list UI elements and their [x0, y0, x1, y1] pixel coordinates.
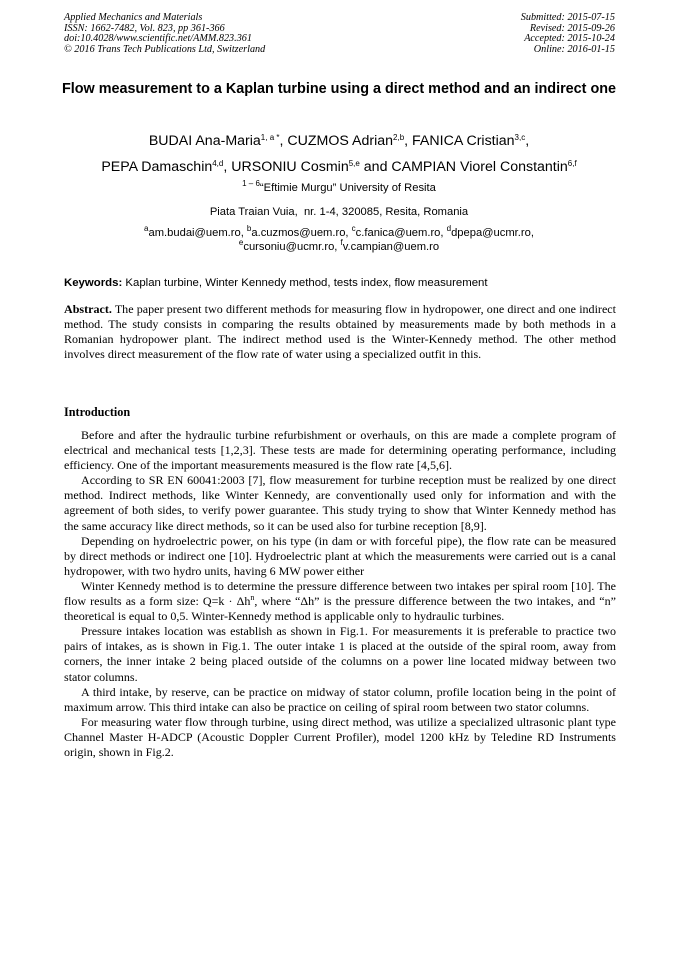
- paragraph: For measuring water flow through turbine, using direct method, was utilize a specialized ultrasonic plant type Channel Master H-ADCP (Acoustic Doppler Current Profiler), model 1200 kHz by Teledine RD Instruments origin, shown in Fig.2.: [64, 714, 616, 759]
- email-address: dpepa@ucmr.ro,: [451, 227, 534, 239]
- author-name: FANICA Cristian: [412, 133, 515, 149]
- author-name: CAMPIAN Viorel Constantin: [391, 159, 568, 175]
- keywords-label: Keywords:: [64, 277, 123, 289]
- keywords: [64, 276, 616, 290]
- author-separator: ,: [404, 133, 413, 149]
- journal-copyright: © 2016 Trans Tech Publications Ltd, Switzerland: [64, 43, 266, 55]
- email-address: cursoniu@ucmr.ro,: [243, 241, 341, 253]
- paragraph: Pressure intakes location was establish as shown in Fig.1. For measurements it is preferable to practice two pairs of intakes, as is shown in Fig.1. The outer intake 1 is placed at the outside of the spiral room, away from corners, the inner intake 2 being placed outside of the columns on a power line located midway between two stator columns.: [64, 624, 616, 684]
- author-list: [40, 128, 638, 180]
- accepted-date: Accepted: 2015-10-24: [524, 33, 615, 45]
- abstract: [64, 302, 616, 362]
- author-affil-sup: 3,c: [514, 133, 526, 142]
- author-affil-sup: 2,b: [393, 133, 405, 142]
- email-address: a.cuzmos@uem.ro,: [251, 227, 352, 239]
- author-separator: and: [359, 159, 392, 175]
- author-name: BUDAI Ana-Maria: [148, 133, 261, 149]
- author-line-1: [40, 128, 638, 154]
- author-name: PEPA Damaschin: [101, 159, 213, 175]
- paragraph: Before and after the hydraulic turbine refurbishment or overhauls, on this are made a complete program of electrical and mechanical tests [1,2,3]. These tests are made for determining operating performance, including efficiency. One of the important measurements measured is the flow rate [4,5,6].: [64, 428, 616, 473]
- paragraph: Depending on hydroelectric power, on his type (in dam or with forceful pipe), the flow rate can be measured by direct methods or indirect one [10]. Hydroelectric plant at which the measurements were carried out is a canal hydropower, with two hydro units, having 6 MW power either: [64, 533, 616, 578]
- submitted-date: Submitted: 2015-07-15: [520, 12, 615, 23]
- email-sup: c: [351, 224, 356, 233]
- paper-title: Flow measurement to a Kaplan turbine using a direct method and an indirect one: [61, 81, 617, 97]
- revised-date: Revised: 2015-09-26: [529, 22, 615, 34]
- affiliation-university: [40, 181, 638, 195]
- paragraph: [64, 579, 616, 624]
- formula-exponent: n: [250, 593, 255, 603]
- paragraph: According to SR EN 60041:2003 [7], flow measurement for turbine reception must be realized by one direct method. Indirect methods, like Winter Kennedy, are conventionally used only for information and with the agreement of both sides, to verify power guarantee. This study trying to show that Winter Kennedy method has the same accuracy like direct methods, so it can be used also for turbine reception [8,9].: [64, 473, 616, 533]
- email-line-2: [40, 240, 638, 254]
- publication-dates: [521, 13, 615, 55]
- section-heading-introduction: Introduction: [64, 405, 131, 419]
- online-date: Online: 2016-01-15: [533, 43, 615, 55]
- email-sup: e: [238, 238, 244, 247]
- keywords-text: Kaplan turbine, Winter Kennedy method, tests index, flow measurement: [122, 277, 488, 289]
- affiliation-sup: 1 – 6: [242, 179, 260, 188]
- author-separator: ,: [223, 159, 232, 175]
- author-affil-sup: 1, a *: [260, 133, 280, 142]
- journal-issn: ISSN: 1662-7482, Vol. 823, pp 361-366: [64, 22, 225, 34]
- email-line-1: [40, 226, 638, 240]
- abstract-label: Abstract.: [64, 302, 112, 316]
- formula-text-cont: , where “Δh” is the pressure difference between the two intakes, and “n” theoretical is equal to 0,5. Winter-Kennedy method is applicable only to hydraulic turbines.: [64, 594, 616, 624]
- email-sup: b: [246, 224, 252, 233]
- author-emails: [40, 226, 638, 254]
- author-affil-sup: 5,e: [348, 159, 360, 168]
- author-separator: ,: [279, 133, 288, 149]
- paragraph: A third intake, by reserve, can be practice on midway of stator column, profile location being in the point of maximum arrow. This third intake can also be practice on ceiling of spiral room between two stator columns.: [64, 684, 616, 714]
- author-name: CUZMOS Adrian: [287, 133, 394, 149]
- introduction-body: [64, 428, 616, 760]
- author-affil-sup: 6,f: [567, 159, 577, 168]
- author-affil-sup: 4,d: [212, 159, 224, 168]
- formula-text: Winter Kennedy method is to determine the pressure difference between two intakes per spiral room [10]. The flow results as a form size: Q=k · Δh: [64, 578, 616, 609]
- journal-name: Applied Mechanics and Materials: [64, 12, 203, 23]
- affiliation-address: Piata Traian Vuia, nr. 1-4, 320085, Resita, Romania: [209, 206, 469, 218]
- email-sup: d: [446, 224, 452, 233]
- author-name: URSONIU Cosmin: [231, 159, 349, 175]
- email-sup: a: [144, 224, 149, 233]
- email-address: v.campian@uem.ro: [342, 241, 440, 253]
- email-sup: f: [340, 238, 343, 247]
- email-address: am.budai@uem.ro,: [148, 227, 247, 239]
- journal-doi: doi:10.4028/www.scientific.net/AMM.823.361: [64, 33, 252, 45]
- university-name: “Eftimie Murgu” University of Resita: [259, 182, 436, 194]
- abstract-text: The paper present two different methods for measuring flow in hydropower, one direct and one indirect method. The study consists in comparing the results obtained by measurements made by both methods in a Romanian hydropower plant. The indirect method used is the Winter-Kennedy method. The other method involves direct measurement of the flow rate of water using a specialized outfit in this.: [64, 302, 616, 362]
- email-address: c.fanica@uem.ro,: [355, 227, 447, 239]
- author-line-2: [40, 154, 638, 180]
- journal-info: [64, 13, 265, 55]
- author-separator: ,: [525, 133, 530, 149]
